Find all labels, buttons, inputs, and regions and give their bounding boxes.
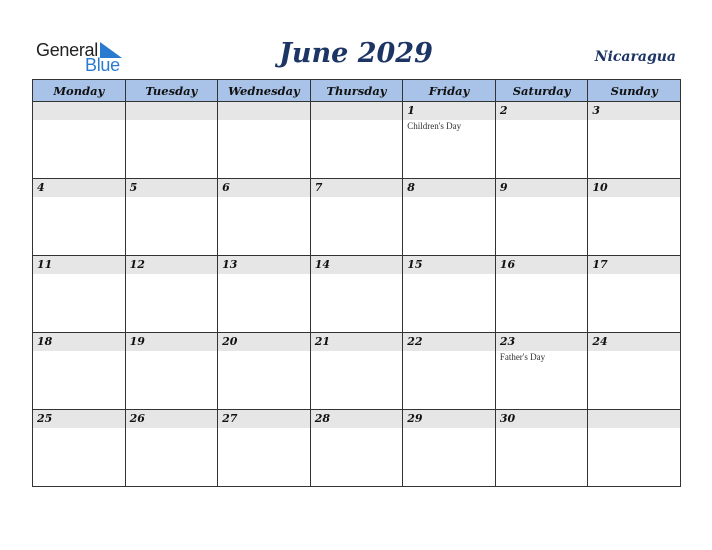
day-number [218, 102, 310, 120]
day-number: 19 [126, 333, 218, 351]
day-cell [125, 333, 218, 410]
day-number: 29 [403, 410, 495, 428]
day-cell [495, 179, 588, 256]
day-number: 25 [33, 410, 125, 428]
day-number: 12 [126, 256, 218, 274]
week-row [33, 102, 681, 179]
weekday-header: Friday [403, 80, 496, 102]
country-name: Nicaragua [594, 49, 676, 65]
day-number: 10 [588, 179, 680, 197]
day-number: 21 [311, 333, 403, 351]
day-number: 18 [33, 333, 125, 351]
day-cell [33, 410, 126, 487]
day-number: 8 [403, 179, 495, 197]
day-cell [310, 333, 403, 410]
day-number: 26 [126, 410, 218, 428]
day-number: 30 [496, 410, 588, 428]
week-row [33, 333, 681, 410]
day-cell [403, 410, 496, 487]
week-row [33, 410, 681, 487]
week-row [33, 179, 681, 256]
logo-word-general: General [36, 40, 98, 60]
day-number: 16 [496, 256, 588, 274]
day-number: 7 [311, 179, 403, 197]
weekday-header: Saturday [495, 80, 588, 102]
day-cell [495, 102, 588, 179]
day-number: 28 [311, 410, 403, 428]
day-cell [125, 179, 218, 256]
weekday-header: Thursday [310, 80, 403, 102]
week-row [33, 256, 681, 333]
day-cell [33, 333, 126, 410]
day-cell [310, 410, 403, 487]
day-number [588, 410, 680, 428]
day-number: 17 [588, 256, 680, 274]
day-cell [588, 256, 681, 333]
day-number: 1 [403, 102, 495, 120]
day-cell [33, 256, 126, 333]
day-number: 23 [496, 333, 588, 351]
day-cell [218, 179, 311, 256]
day-cell [218, 102, 311, 179]
day-number: 22 [403, 333, 495, 351]
day-cell [588, 102, 681, 179]
day-cell [403, 179, 496, 256]
day-cell [218, 410, 311, 487]
day-cell [403, 256, 496, 333]
day-cell [218, 333, 311, 410]
day-cell [33, 102, 126, 179]
day-number: 13 [218, 256, 310, 274]
day-cell [588, 410, 681, 487]
day-cell [588, 333, 681, 410]
day-number: 24 [588, 333, 680, 351]
day-cell [495, 333, 588, 410]
day-cell [403, 333, 496, 410]
day-cell [403, 102, 496, 179]
day-cell [310, 179, 403, 256]
weekday-header: Tuesday [125, 80, 218, 102]
day-cell [495, 410, 588, 487]
weekday-header: Monday [33, 80, 126, 102]
day-number: 20 [218, 333, 310, 351]
weekday-header-row [33, 80, 681, 102]
weekday-header: Wednesday [218, 80, 311, 102]
day-cell [33, 179, 126, 256]
day-cell [310, 102, 403, 179]
day-cell [125, 102, 218, 179]
day-number [311, 102, 403, 120]
day-number: 15 [403, 256, 495, 274]
day-number [126, 102, 218, 120]
day-cell [125, 410, 218, 487]
day-number: 6 [218, 179, 310, 197]
day-number: 5 [126, 179, 218, 197]
day-number [33, 102, 125, 120]
day-cell [218, 256, 311, 333]
logo-word-blue: Blue [85, 55, 120, 75]
day-number: 11 [33, 256, 125, 274]
day-number: 14 [311, 256, 403, 274]
day-cell [310, 256, 403, 333]
holiday-label: Father's Day [499, 352, 546, 362]
day-cell [125, 256, 218, 333]
day-number: 4 [33, 179, 125, 197]
weekday-header: Sunday [588, 80, 681, 102]
day-number: 9 [496, 179, 588, 197]
day-cell [588, 179, 681, 256]
calendar-title: June 2029 [279, 38, 433, 69]
day-number: 2 [496, 102, 588, 120]
calendar-grid [32, 79, 681, 487]
holiday-label: Children's Day [407, 121, 462, 131]
day-cell [495, 256, 588, 333]
day-number: 27 [218, 410, 310, 428]
day-number: 3 [588, 102, 680, 120]
